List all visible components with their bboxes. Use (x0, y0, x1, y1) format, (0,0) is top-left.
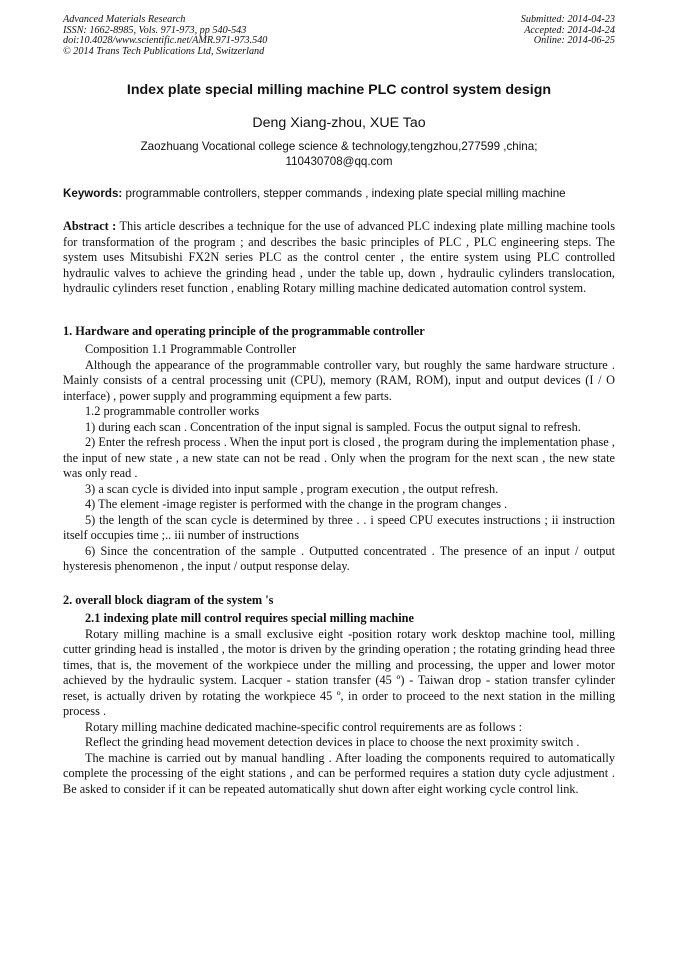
section-2-paragraph: The machine is carried out by manual handling . After loading the components required to automatically complete the processing of the eight stations , and can be performed requires a station duty cycle adjustment . Be asked to consider if it can be repeated automatically shut down after eight working cycle control link. (63, 750, 615, 796)
section-2-1-heading: 2.1 indexing plate mill control requires special milling machine (85, 611, 414, 625)
online-date: Online: 2014-06-25 (533, 35, 615, 47)
section-1-paragraph: Although the appearance of the programmable controller vary, but roughly the same hardware structure . Mainly consists of a central processing unit (CPU), memory (RAM, ROM), input and output devices (I / O interface) , power supply and programming equipment a few parts. (63, 357, 615, 403)
section-2-heading: 2. overall block diagram of the system 's (63, 592, 274, 607)
affiliation-institution: Zaozhuang Vocational college science & technology,tengzhou,277599 ,china; (140, 140, 538, 153)
doi-line: doi:10.4028/www.scientific.net/AMR.971-973.540 (63, 35, 268, 47)
section-2-paragraph: Rotary milling machine dedicated machine-specific control requirements are as follows : (85, 719, 523, 734)
paper-body (63, 219, 615, 797)
section-1-heading: 1. Hardware and operating principle of the programmable controller (63, 323, 425, 338)
affiliation-email: 110430708@qq.com (285, 155, 393, 168)
dates-header (521, 15, 615, 47)
section-1-paragraph: 6) Since the concentration of the sample . Outputted concentrated . The presence of an input / output hysteresis phenomenon , the input / output response delay. (63, 543, 615, 573)
journal-name: Advanced Materials Research (63, 14, 186, 25)
journal-header (63, 15, 267, 57)
issn-line: ISSN: 1662-8985, Vols. 971-973, pp 540-543 (63, 24, 247, 36)
accepted-date: Accepted: 2014-04-24 (524, 24, 615, 36)
section-1-paragraph: Composition 1.1 Programmable Controller (85, 342, 297, 356)
copyright-line: © 2014 Trans Tech Publications Ltd, Switzerland (63, 45, 265, 57)
keywords-text: programmable controllers, stepper commands , indexing plate special milling machine (122, 187, 566, 200)
abstract (63, 219, 615, 297)
section-1-paragraph: 2) Enter the refresh process . When the input port is closed , the program during the implementation phase , the input of new state , a new state can not be read . Only when the program for the next scan , the new state was only read . (63, 435, 615, 480)
keywords (63, 187, 623, 200)
section-1-paragraph: 1.2 programmable controller works (85, 404, 260, 418)
section-1-paragraph: 1) during each scan . Concentration of the input signal is sampled. Focus the output signal to refresh. (85, 419, 581, 434)
paper-authors: Deng Xiang-zhou, XUE Tao (252, 115, 426, 131)
section-2-paragraph: Reflect the grinding head movement detection devices in place to choose the next proximity switch . (85, 735, 580, 749)
affiliation (0, 139, 678, 169)
keywords-label: Keywords: (63, 187, 123, 200)
abstract-text: This article describes a technique for the use of advanced PLC indexing plate milling machine tools for transformation of the program ; and describes the basic principles of PLC , PLC engineering steps. The system uses Mitsubishi FX2N series PLC as the control center , the entire system using PLC controlled hydraulic valves to achieve the grinding head , under the table up, down , hydraulic cylinders translocation, hydraulic cylinders reset function , enabling Rotary milling machine dedicated automation control system. (63, 219, 615, 295)
section-1-paragraph: 4) The element -image register is performed with the change in the program changes . (85, 497, 508, 511)
section-2-paragraph: Rotary milling machine is a small exclusive eight -position rotary work desktop machine tool, milling cutter grinding head is installed , the motor is driven by the grinding operation ; the rotating grinding head three times, that is, the movement of the workpiece under the milling and processing, the upper and lower motor achieved by the hydraulic system. Lacquer - station transfer (45 º) - Taiwan drop - station transfer cylinder reset, is actually driven by rotating the workpiece 45 º, in order to proceed to the next station in the milling process . (63, 626, 615, 718)
submitted-date: Submitted: 2014-04-23 (520, 14, 615, 25)
abstract-label: Abstract : (63, 219, 117, 233)
section-1-paragraph: 3) a scan cycle is divided into input sample , program execution , the output refresh. (85, 481, 499, 496)
section-1-paragraph: 5) the length of the scan cycle is determined by three . . i speed CPU executes instructions ; ii instruction itself occupies time ;.. iii number of instructions (63, 512, 615, 542)
paper-title: Index plate special milling machine PLC control system design (126, 82, 552, 98)
